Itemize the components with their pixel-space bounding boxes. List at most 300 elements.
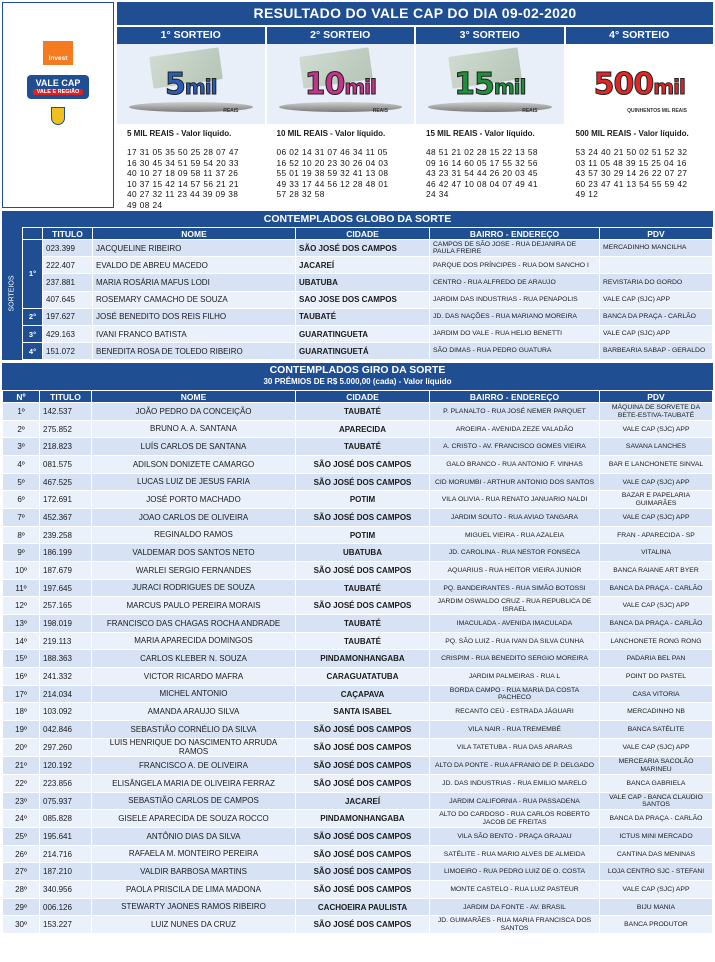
header-cell: PDV xyxy=(600,391,713,403)
table-row xyxy=(3,491,713,509)
cidade-cell: UBATUBA xyxy=(296,544,430,562)
invest-logo: Invest xyxy=(43,41,73,65)
pdv-cell: BARBEARIA SABAP - GERALDO xyxy=(600,343,713,360)
cidade-cell: SÃO JOSÉ DOS CAMPOS xyxy=(296,881,430,899)
bairro-cell: IMACULADA - AVENIDA IMACULADA xyxy=(430,615,600,633)
cidade-cell: TAUBATÉ xyxy=(296,438,430,456)
numero-cell: 4º xyxy=(3,456,40,474)
pdv-cell: BAR E LANCHONETE SINVAL xyxy=(600,456,713,474)
nome-cell: MARCUS PAULO PEREIRA MORAIS xyxy=(92,597,296,615)
pdv-cell: BANCA DA PRAÇA - CARLÃO xyxy=(600,580,713,597)
titulo-cell: 237.881 xyxy=(43,274,93,291)
header-cell: PDV xyxy=(600,228,713,240)
bairro-cell: JARDIM CALIFORNIA - RUA PASSADENA xyxy=(430,793,600,810)
prize-label: 5 MIL REAIS - Valor líquido. xyxy=(127,129,232,138)
table-row xyxy=(3,916,713,934)
numero-cell: 15º xyxy=(3,650,40,668)
titulo-cell: 467.525 xyxy=(40,474,92,491)
pdv-cell: REVISTARIA DO GORDO xyxy=(600,274,713,291)
numero-cell: 28º xyxy=(3,881,40,899)
prize-logo xyxy=(454,67,525,102)
titulo-cell: 197.645 xyxy=(40,580,92,597)
drawn-numbers xyxy=(416,146,564,200)
numero-cell: 13º xyxy=(3,615,40,633)
pdv-cell: VALE CAP (SJC) APP xyxy=(600,739,713,757)
titulo-cell: 151.072 xyxy=(43,343,93,360)
numero-cell: 11º xyxy=(3,580,40,597)
giro-section xyxy=(2,363,713,934)
cidade-cell: SÃO JOSÉ DOS CAMPOS xyxy=(296,828,430,846)
nome-cell: IVANI FRANCO BATISTA xyxy=(93,325,296,342)
bairro-cell: JARDIM PALMEIRAS - RUA L xyxy=(430,668,600,686)
giro-subtitle: 30 PRÊMIOS DE R$ 5.000,00 (cada) - Valor líquido xyxy=(263,377,452,387)
pdv-cell: VALE CAP (SJC) APP xyxy=(600,291,713,308)
sorteio-number: 2° xyxy=(23,308,43,325)
nome-cell: BENEDITA ROSA DE TOLEDO RIBEIRO xyxy=(93,343,296,360)
titulo-cell: 219.113 xyxy=(40,633,92,650)
table-row xyxy=(3,438,713,456)
titulo-cell: 187.679 xyxy=(40,562,92,580)
drawn-numbers xyxy=(566,146,714,200)
table-row xyxy=(3,544,713,562)
number-line: 17 31 05 35 50 25 28 07 47 xyxy=(127,147,239,157)
nome-cell: CARLOS KLEBER N. SOUZA xyxy=(92,650,296,668)
bairro-cell: JARDIM DAS INDUSTRIAS - RUA PENAPOLIS xyxy=(430,291,600,308)
header-cell: TITULO xyxy=(43,228,93,240)
pdv-cell: BANCA GABRIELA xyxy=(600,775,713,793)
pdv-cell: VALE CAP (SJC) APP xyxy=(600,597,713,615)
brand-panel xyxy=(2,2,114,208)
cidade-cell: SÃO JOSÉ DOS CAMPOS xyxy=(296,456,430,474)
cidade-cell: TAUBATÉ xyxy=(296,633,430,650)
nome-cell: JOÃO PEDRO DA CONCEIÇÃO xyxy=(92,403,296,421)
pdv-cell: MERCADINHO MANCILHA xyxy=(600,240,713,257)
number-line: 16 52 10 20 23 30 26 04 03 xyxy=(276,157,389,168)
table-row xyxy=(3,580,713,597)
table-row xyxy=(3,899,713,916)
header-cell: BAIRRO - ENDEREÇO xyxy=(430,391,600,403)
table-row xyxy=(3,650,713,668)
numero-cell: 9º xyxy=(3,544,40,562)
cidade-cell: SÃO JOSÉ DOS CAMPOS xyxy=(296,775,430,793)
bairro-cell: JD. CAROLINA - RUA NESTOR FONSECA xyxy=(430,544,600,562)
nome-cell: VALDEMAR DOS SANTOS NETO xyxy=(92,544,296,562)
table-row xyxy=(3,775,713,793)
header-cell-ord xyxy=(23,228,43,240)
table-row xyxy=(3,757,713,775)
numero-cell: 3º xyxy=(3,438,40,456)
nome-cell: JACQUELINE RIBEIRO xyxy=(93,240,296,257)
draw-column xyxy=(267,27,415,210)
pdv-cell: BIJU MANIA xyxy=(600,899,713,916)
numero-cell: 23º xyxy=(3,793,40,810)
titulo-cell: 198.019 xyxy=(40,615,92,633)
table-row xyxy=(3,403,713,421)
pdv-cell: VALE CAP - BANCA CLAUDIO SANTOS xyxy=(600,793,713,810)
number-line: 60 23 47 41 13 54 55 59 42 xyxy=(575,178,688,189)
titulo-cell: 222.407 xyxy=(43,257,93,274)
bairro-cell: JD. GUIMARÃES - RUA MARIA FRANCISCA DOS SANTOS xyxy=(430,916,600,934)
cidade-cell: SÃO JOSÉ DOS CAMPOS xyxy=(296,240,430,257)
titulo-cell: 257.165 xyxy=(40,597,92,615)
cidade-cell: SANTA ISABEL xyxy=(296,703,430,721)
number-line: 43 57 30 29 14 26 22 07 27 xyxy=(575,168,688,178)
prize-logo-box xyxy=(566,44,714,124)
draw-header: 1° SORTEIO xyxy=(117,27,265,44)
prize-logo-unit: mil xyxy=(344,74,376,99)
nome-cell: FRANCISCO DAS CHAGAS ROCHA ANDRADE xyxy=(92,615,296,633)
numero-cell: 27º xyxy=(3,863,40,881)
titulo-cell: 103.092 xyxy=(40,703,92,721)
table-row xyxy=(3,615,713,633)
cidade-cell: SÃO JOSÉ DOS CAMPOS xyxy=(296,757,430,775)
nome-cell: LUCAS LUIZ DE JESUS FARIA xyxy=(92,474,296,491)
bairro-cell: CENTRO - RUA ALFREDO DE ARAUJO xyxy=(430,274,600,291)
table-row xyxy=(23,240,713,257)
cidade-cell: PINDAMONHANGABA xyxy=(296,650,430,668)
nome-cell: EVALDO DE ABREU MACEDO xyxy=(93,257,296,274)
nome-cell: JOSÉ BENEDITO DOS REIS FILHO xyxy=(93,308,296,325)
nome-cell: AMANDA ARAUJO SILVA xyxy=(92,703,296,721)
numero-cell: 10º xyxy=(3,562,40,580)
titulo-cell: 186.199 xyxy=(40,544,92,562)
cidade-cell: TAUBATÉ xyxy=(296,580,430,597)
pdv-cell: BANCA RAIANE ART BYER xyxy=(600,562,713,580)
titulo-cell: 214.034 xyxy=(40,686,92,703)
page-title: RESULTADO DO VALE CAP DO DIA 09-02-2020 xyxy=(117,2,713,25)
region-label: VALE E REGIÃO xyxy=(33,89,83,95)
bairro-cell: ALTO DO CARDOSO - RUA CARLOS ROBERTO JACOB DE FREITAS xyxy=(430,810,600,828)
prize-logo-unit: mil xyxy=(653,74,685,99)
cidade-cell: SÃO JOSÉ DOS CAMPOS xyxy=(296,509,430,527)
numero-cell: 12º xyxy=(3,597,40,615)
pdv-cell: CANTINA DAS MENINAS xyxy=(600,846,713,863)
cidade-cell: POTIM xyxy=(296,527,430,544)
table-row xyxy=(23,308,713,325)
number-line: 49 12 xyxy=(575,189,599,199)
titulo-cell: 081.575 xyxy=(40,456,92,474)
prize-label: 15 MIL REAIS - Valor líquido. xyxy=(426,129,535,138)
numero-cell: 8º xyxy=(3,527,40,544)
nome-cell: WARLEI SERGIO FERNANDES xyxy=(92,562,296,580)
prize-logo xyxy=(305,67,376,102)
titulo-cell: 297.260 xyxy=(40,739,92,757)
titulo-cell: 085.828 xyxy=(40,810,92,828)
bairro-cell: PQ. SÃO LUIZ - RUA IVAN DA SILVA CUNHA xyxy=(430,633,600,650)
nome-cell: MICHEL ANTONIO xyxy=(92,686,296,703)
prize-logo-value: 5 xyxy=(165,66,185,102)
table-row xyxy=(3,703,713,721)
nome-cell: ADILSON DONIZETE CAMARGO xyxy=(92,456,296,474)
titulo-cell: 120.192 xyxy=(40,757,92,775)
bairro-cell: PARQUE DOS PRÍNCIPES - RUA DOM SANCHO I xyxy=(430,257,600,274)
titulo-cell: 187.210 xyxy=(40,863,92,881)
cidade-cell: POTIM xyxy=(296,491,430,509)
prize-logo-sub: REAIS xyxy=(372,108,388,114)
bairro-cell: ALTO DA PONTE - RUA AFRANIO DE P. DELGADO xyxy=(430,757,600,775)
table-row xyxy=(23,343,713,360)
bairro-cell: A. CRISTO - AV. FRANCISCO GOMES VIEIRA xyxy=(430,438,600,456)
pdv-cell: BAZAR E PAPELARIA GUIMARÃES xyxy=(600,491,713,509)
numero-cell: 19º xyxy=(3,721,40,739)
bairro-cell: MONTE CASTELO - RUA LUIZ PASTEUR xyxy=(430,881,600,899)
pdv-cell: MÁQUINA DE SORVETE DA BETE-ESTIVA-TAUBATÉ xyxy=(600,403,713,421)
header-cell: Nº xyxy=(3,391,40,403)
number-line: 40 27 32 11 23 44 39 09 38 xyxy=(127,189,239,199)
table-row xyxy=(23,325,713,342)
cidade-cell: JACAREÍ xyxy=(296,257,430,274)
pdv-cell: BANCA SATÉLITE xyxy=(600,721,713,739)
bairro-cell: VILA SÃO BENTO - PRAÇA GRAJAU xyxy=(430,828,600,846)
titulo-cell: 023.399 xyxy=(43,240,93,257)
cidade-cell: TAUBATÉ xyxy=(296,308,430,325)
bairro-cell: PQ. BANDEIRANTES - RUA SIMÃO BOTOSSI xyxy=(430,580,600,597)
prize-logo-box xyxy=(416,44,564,124)
cidade-cell: CAÇAPAVA xyxy=(296,686,430,703)
number-line: 49 08 24 xyxy=(127,199,163,210)
pdv-cell: VALE CAP (SJC) APP xyxy=(600,509,713,527)
numero-cell: 20º xyxy=(3,739,40,757)
number-line: 48 51 21 02 28 15 22 13 58 xyxy=(426,147,538,157)
cidade-cell: APARECIDA xyxy=(296,421,430,438)
table-row xyxy=(23,291,713,308)
nome-cell: JURACI RODRIGUES DE SOUZA xyxy=(92,580,296,597)
cidade-cell: TAUBATÉ xyxy=(296,615,430,633)
nome-cell: ELISÂNGELA MARIA DE OLIVEIRA FERRAZ xyxy=(92,775,296,793)
table-row xyxy=(3,721,713,739)
table-row xyxy=(3,633,713,650)
prize-logo xyxy=(165,67,216,102)
titulo-cell: 214.716 xyxy=(40,846,92,863)
cidade-cell: GUARATINGUETA xyxy=(296,325,430,342)
bairro-cell: JARDIM OSWALDO CRUZ - RUA REPUBLICA DE ISRAEL xyxy=(430,597,600,615)
titulo-cell: 006.126 xyxy=(40,899,92,916)
nome-cell: PAOLA PRISCILA DE LIMA MADONA xyxy=(92,881,296,899)
cidade-cell: GUARATINGUETÁ xyxy=(296,343,430,360)
cidade-cell: SÃO JOSÉ DOS CAMPOS xyxy=(296,597,430,615)
pdv-cell: BANCA DA PRAÇA - CARLÃO xyxy=(600,308,713,325)
titulo-cell: 153.227 xyxy=(40,916,92,934)
numero-cell: 1º xyxy=(3,403,40,421)
numero-cell: 7º xyxy=(3,509,40,527)
numero-cell: 21º xyxy=(3,757,40,775)
table-row xyxy=(3,810,713,828)
cidade-cell: SÃO JOSÉ DOS CAMPOS xyxy=(296,474,430,491)
sorteio-number: 1° xyxy=(23,240,43,309)
pdv-cell: LANCHONETE RONG RONG xyxy=(600,633,713,650)
top-area xyxy=(2,2,713,208)
number-line: 16 30 45 34 51 59 54 20 33 xyxy=(127,157,239,168)
number-line: 03 11 05 48 39 15 25 04 16 xyxy=(575,157,687,168)
table-row xyxy=(3,597,713,615)
cidade-cell: SÃO JOSÉ DOS CAMPOS xyxy=(296,721,430,739)
prize-logo-box xyxy=(267,44,415,124)
table-row xyxy=(3,863,713,881)
number-line: 09 16 14 60 05 17 55 32 56 xyxy=(426,157,538,168)
globo-table xyxy=(22,227,713,360)
vale-cap-label: VALE CAP xyxy=(35,78,81,88)
giro-table xyxy=(2,390,713,934)
bairro-cell: VILA TATETUBA - RUA DAS ARARAS xyxy=(430,739,600,757)
numero-cell: 29º xyxy=(3,899,40,916)
titulo-cell: 142.537 xyxy=(40,403,92,421)
seal-icon xyxy=(51,107,65,125)
bairro-cell: AQUARIUS - RUA HEITOR VIEIRA JUNIOR xyxy=(430,562,600,580)
nome-cell: RAFAELA M. MONTEIRO PEREIRA xyxy=(92,846,296,863)
prize-logo-sub: QUINHENTOS MIL REAIS xyxy=(627,108,687,114)
prize-logo-box xyxy=(117,44,265,124)
titulo-cell: 223.856 xyxy=(40,775,92,793)
table-row xyxy=(3,828,713,846)
titulo-cell: 340.956 xyxy=(40,881,92,899)
nome-cell: LUÍS CARLOS DE SANTANA xyxy=(92,438,296,456)
numero-cell: 14º xyxy=(3,633,40,650)
header-cell: CIDADE xyxy=(296,391,430,403)
nome-cell: MARIA ROSÁRIA MAFUS LODI xyxy=(93,274,296,291)
sorteio-number: 3° xyxy=(23,325,43,342)
pdv-cell: VALE CAP (SJC) APP xyxy=(600,325,713,342)
nome-cell: REGINALDO RAMOS xyxy=(92,527,296,544)
nome-cell: SEBASTIÃO CORNÉLIO DA SILVA xyxy=(92,721,296,739)
numero-cell: 18º xyxy=(3,703,40,721)
draw-header: 2° SORTEIO xyxy=(267,27,415,44)
cidade-cell: CARAGUATATUBA xyxy=(296,668,430,686)
titulo-cell: 239.258 xyxy=(40,527,92,544)
nome-cell: STEWARTY JAONES RAMOS RIBEIRO xyxy=(92,899,296,916)
numero-cell: 17º xyxy=(3,686,40,703)
nome-cell: ROSEMARY CAMACHO DE SOUZA xyxy=(93,291,296,308)
draw-column xyxy=(416,27,564,210)
nome-cell: GISELE APARECIDA DE SOUZA ROCCO xyxy=(92,810,296,828)
numero-cell: 5º xyxy=(3,474,40,491)
header-cell: NOME xyxy=(92,391,296,403)
sorteios-side-label: SORTEIOS xyxy=(2,227,22,360)
globo-title: CONTEMPLADOS GLOBO DA SORTE xyxy=(2,211,713,227)
pdv-cell: ICTUS MINI MERCADO xyxy=(600,828,713,846)
numero-cell: 16º xyxy=(3,668,40,686)
table-row xyxy=(3,509,713,527)
numero-cell: 22º xyxy=(3,775,40,793)
pdv-cell: SAVANA LANCHES xyxy=(600,438,713,456)
bairro-cell: CAMPOS DE SÃO JOSE - RUA DEJANIRA DE PAULA FREIRE xyxy=(430,240,600,257)
bairro-cell: JARDIM DA FONTE - AV. BRASIL xyxy=(430,899,600,916)
bairro-cell: SATÉLITE - RUA MARIO ALVES DE ALMEIDA xyxy=(430,846,600,863)
prize-label: 500 MIL REAIS - Valor líquido. xyxy=(575,129,689,138)
header-cell: CIDADE xyxy=(296,228,430,240)
pdv-cell xyxy=(600,257,713,274)
pdv-cell: MERCADINHO NB xyxy=(600,703,713,721)
pdv-cell: LOJA CENTRO SJC - STEFANI xyxy=(600,863,713,881)
pdv-cell: VITALINA xyxy=(600,544,713,562)
number-line: 57 28 32 58 xyxy=(276,189,325,199)
prize-logo-sub: REAIS xyxy=(522,108,538,114)
bairro-cell: MIGUEL VIEIRA - RUA AZALEIA xyxy=(430,527,600,544)
number-line: 46 42 47 10 08 04 07 49 41 xyxy=(426,178,538,189)
prize-logo-value: 15 xyxy=(454,66,494,102)
numero-cell: 6º xyxy=(3,491,40,509)
titulo-cell: 241.332 xyxy=(40,668,92,686)
number-line: 10 37 15 42 14 57 56 21 21 xyxy=(127,178,239,189)
nome-cell: VALDIR BARBOSA MARTINS xyxy=(92,863,296,881)
titulo-cell: 188.363 xyxy=(40,650,92,668)
nome-cell: SEBASTIÃO CARLOS DE CAMPOS xyxy=(92,793,296,810)
vale-cap-logo xyxy=(27,75,89,99)
header-cell: TITULO xyxy=(40,391,92,403)
table-row xyxy=(23,274,713,291)
draw-header: 3° SORTEIO xyxy=(416,27,564,44)
prize-logo xyxy=(594,67,685,102)
table-row xyxy=(3,668,713,686)
pdv-cell: BANCA DA PRAÇA - CARLÃO xyxy=(600,810,713,828)
globo-section xyxy=(2,211,713,360)
nome-cell: VICTOR RICARDO MAFRA xyxy=(92,668,296,686)
bairro-cell: CID MORUMBI - ARTHUR ANTONIO DOS SANTOS xyxy=(430,474,600,491)
bairro-cell: P. PLANALTO - RUA JOSÉ NEMER PARQUET xyxy=(430,403,600,421)
table-row xyxy=(3,474,713,491)
pdv-cell: MERCEARIA SACOLÃO MARINEU xyxy=(600,757,713,775)
table-row xyxy=(3,456,713,474)
numero-cell: 26º xyxy=(3,846,40,863)
nome-cell: JOSÉ PORTO MACHADO xyxy=(92,491,296,509)
pdv-cell: VALE CAP (SJC) APP xyxy=(600,474,713,491)
sorteio-number: 4° xyxy=(23,343,43,360)
cidade-cell: SÃO JOSÉ DOS CAMPOS xyxy=(296,739,430,757)
bairro-cell: JARDIM SOUTO - RUA AVIAO TANGARA xyxy=(430,509,600,527)
nome-cell: ANTÔNIO DIAS DA SILVA xyxy=(92,828,296,846)
cidade-cell: UBATUBA xyxy=(296,274,430,291)
table-row xyxy=(23,257,713,274)
draw-column xyxy=(566,27,714,210)
table-row xyxy=(3,562,713,580)
cidade-cell: PINDAMONHANGABA xyxy=(296,810,430,828)
prize-logo-value: 500 xyxy=(593,66,654,102)
bairro-cell: JARDIM DO VALE - RUA HELIO BENETTI xyxy=(430,325,600,342)
pdv-cell: CASA VITORIA xyxy=(600,686,713,703)
bairro-cell: VILA NAIR - RUA TREMEMBÉ xyxy=(430,721,600,739)
pdv-cell: BANCA DA PRAÇA - CARLÃO xyxy=(600,615,713,633)
titulo-cell: 407.645 xyxy=(43,291,93,308)
table-row xyxy=(3,421,713,438)
draws-area xyxy=(117,2,713,208)
nome-cell: MARIA APARECIDA DOMINGOS xyxy=(92,633,296,650)
table-row xyxy=(3,793,713,810)
drawn-numbers xyxy=(117,146,265,210)
number-line: 49 33 17 44 56 12 28 48 01 xyxy=(276,178,389,189)
draw-column xyxy=(117,27,265,210)
prize-logo-value: 10 xyxy=(304,66,345,102)
table-row xyxy=(3,686,713,703)
bairro-cell: BORDA CAMPO - RUA MARIA DA COSTA PACHECO xyxy=(430,686,600,703)
numero-cell: 2º xyxy=(3,421,40,438)
titulo-cell: 452.367 xyxy=(40,509,92,527)
prize-logo-unit: mil xyxy=(493,74,526,99)
bairro-cell: VILA OLIVIA - RUA RENATO JANUARIO NALDI xyxy=(430,491,600,509)
cidade-cell: JACAREÍ xyxy=(296,793,430,810)
numero-cell: 30º xyxy=(3,916,40,934)
cidade-cell: SÃO JOSÉ DOS CAMPOS xyxy=(296,916,430,934)
titulo-cell: 429.163 xyxy=(43,325,93,342)
titulo-cell: 197.627 xyxy=(43,308,93,325)
cidade-cell: SAO JOSE DOS CAMPOS xyxy=(296,291,430,308)
bairro-cell: GALO BRANCO - RUA ANTONIO F. VINHAS xyxy=(430,456,600,474)
number-line: 53 24 40 21 50 02 51 52 32 xyxy=(575,147,688,157)
bairro-cell: CRISPIM - RUA BENEDITO SERGIO MOREIRA xyxy=(430,650,600,668)
number-line: 43 23 31 54 44 26 20 03 45 xyxy=(426,168,538,178)
bairro-cell: JD. DAS INDUSTRIAS - RUA EMILIO MARELO xyxy=(430,775,600,793)
cidade-cell: CACHOEIRA PAULISTA xyxy=(296,899,430,916)
cidade-cell: TAUBATÉ xyxy=(296,403,430,421)
giro-title: CONTEMPLADOS GIRO DA SORTE 30 PRÊMIOS DE R$ 5.000,00 (cada) - Valor líquido xyxy=(2,363,713,390)
